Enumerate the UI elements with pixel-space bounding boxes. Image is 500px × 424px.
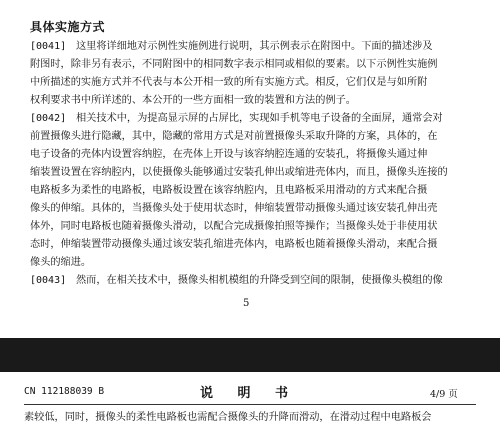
paragraph-line: 电路板多为柔性的电路板，电路板设置在该容纳腔内，且电路板采用滑动的方式来配合摄 [30,185,428,196]
paragraph-line: 相关技术中，为提高显示屏的占屏比，实现如手机等电子设备的全面屏，通常会对 [76,113,443,124]
paragraph-tag: [0041] [30,41,67,52]
page-number: 5 [243,298,250,309]
paragraph-0042 [30,110,470,272]
paragraph-line: 像头的缩进。 [30,257,92,268]
paragraph-line: 中所描述的实施方式并不代表与本公开相一致的所有实施方式。相反，它们仅是与如所附 [30,77,428,88]
paragraph-line: 素较低，同时，摄像头的柔性电路板也需配合摄像头的升降而滑动，在滑动过程中电路板会 [24,412,432,423]
paragraph-tag: [0042] [30,113,67,124]
paragraph-line: 前置摄像头进行隐藏，其中，隐藏的常用方式是对前置摄像头采取升降的方案，具体的，在 [30,131,438,142]
page-gap [0,338,500,372]
paragraph-line: 这里将详细地对示例性实施例进行说明，其示例表示在附图中。下面的描述涉及 [76,41,433,52]
header-rule [24,404,476,405]
doc-number: CN 112188039 B [24,386,105,397]
page-indicator: 4/9 页 [430,389,458,400]
section-heading: 具体实施方式 [30,20,106,34]
paragraph-line: 然而，在相关技术中，摄像头相机模组的升降受到空间的限制，使摄像头模组的像 [76,275,443,286]
page-header-title: 说 明 书 [200,386,299,401]
paragraph-tag: [0043] [30,275,67,286]
paragraph-line: 缩装置设置在容纳腔内，以使摄像头能够通过安装孔伸出或缩进壳体内，而且，摄像头连接的 [30,167,448,178]
paragraph-line: 电子设备的壳体内设置容纳腔，在壳体上开设与该容纳腔连通的安装孔，将摄像头通过伸 [30,149,428,160]
paragraph-0041 [30,38,470,110]
paragraph-line: 像头的伸缩。具体的，当摄像头处于使用状态时，伸缩装置带动摄像头通过该安装孔伸出壳 [30,203,438,214]
paragraph-0043 [30,272,470,290]
paragraph-line: 态时，伸缩装置带动摄像头通过该安装孔缩进壳体内，电路板也随着摄像头滑动，来配合摄 [30,239,438,250]
paragraph-line: 权利要求书中所详述的、本公开的一些方面相一致的装置和方法的例子。 [30,95,356,106]
next-page [0,372,500,424]
paragraph-line: 附图时，除非另有表示，不同附图中的相同数字表示相同或相似的要素。以下示例性实施例 [30,59,438,70]
paragraph-line: 体外，同时电路板也随着摄像头滑动，以配合完成摄像拍照等操作；当摄像头处于非使用状 [30,221,438,232]
